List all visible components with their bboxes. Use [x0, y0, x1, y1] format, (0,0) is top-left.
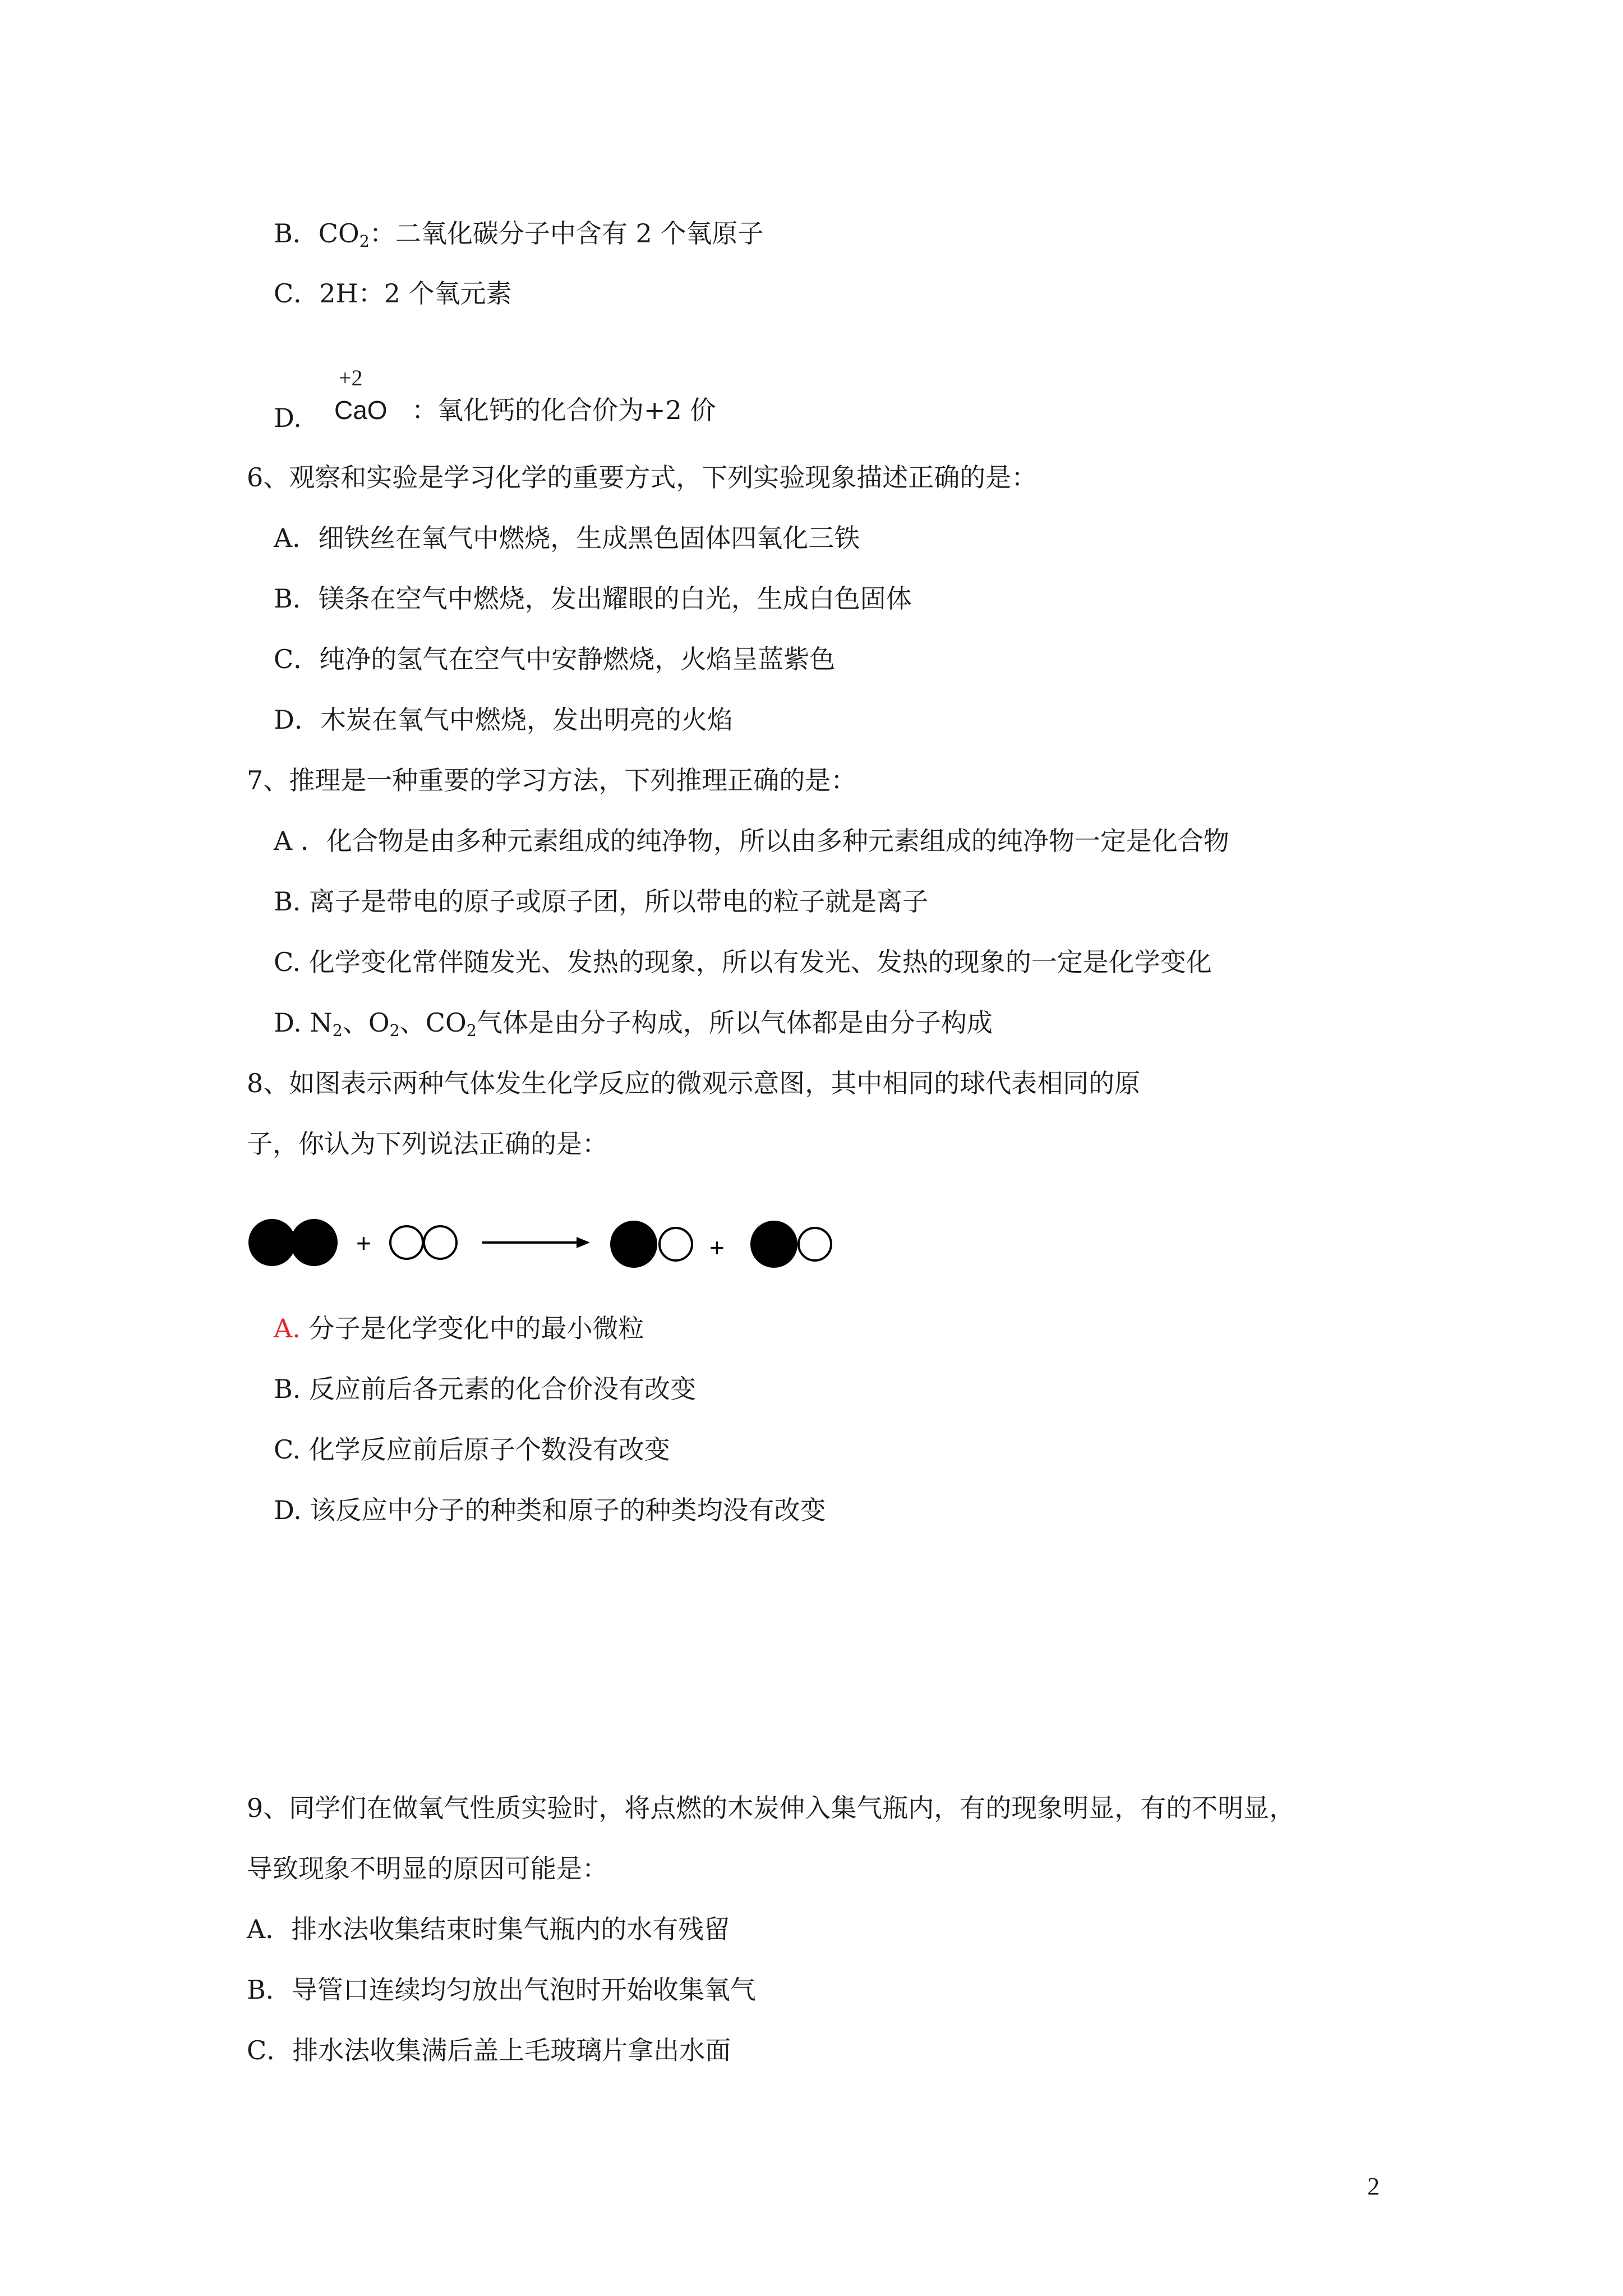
q6-option-a: A．细铁丝在氧气中燃烧，生成黑色固体四氧化三铁	[274, 523, 860, 553]
white-atom	[424, 1226, 457, 1259]
q6-option-b: B．镁条在空气中燃烧，发出耀眼的白光，生成白色固体	[274, 583, 912, 614]
white-atom	[799, 1228, 831, 1260]
page-number: 2	[1367, 2173, 1380, 2200]
black-atom	[611, 1222, 656, 1267]
q8-stem-line1: 8、如图表示两种气体发生化学反应的微观示意图，其中相同的球代表相同的原	[247, 1068, 1141, 1098]
q7-option-b: B. 离子是带电的原子或原子团，所以带电的粒子就是离子	[274, 886, 929, 917]
q8-option-b: B. 反应前后各元素的化合价没有改变	[274, 1374, 697, 1404]
black-atom	[250, 1220, 294, 1265]
q8-option-a: A. 分子是化学变化中的最小微粒	[274, 1313, 644, 1343]
white-atom	[660, 1228, 692, 1260]
cao-formula: CaO	[334, 395, 388, 425]
reactant-molecule-2	[390, 1226, 457, 1259]
product-molecule-2	[751, 1222, 831, 1267]
white-atom	[390, 1226, 423, 1259]
q9-stem-line2: 导致现象不明显的原因可能是：	[247, 1853, 608, 1884]
q8-option-d: D. 该反应中分子的种类和原子的种类均没有改变	[274, 1495, 826, 1525]
valence-charge-label: +2	[339, 365, 363, 390]
plus-sign-1: +	[356, 1228, 371, 1258]
q9-option-b: B．导管口连续均匀放出气泡时开始收集氧气	[247, 1975, 756, 2005]
reaction-arrow	[482, 1237, 590, 1248]
q9-option-a: A．排水法收集结束时集气瓶内的水有残留	[247, 1914, 730, 1944]
q9-stem-line1: 9、同学们在做氧气性质实验时，将点燃的木炭伸入集气瓶内，有的现象明显，有的不明显，	[247, 1793, 1295, 1823]
reactant-molecule-1	[250, 1220, 336, 1265]
q5-option-d-letter: D.	[274, 403, 302, 433]
q7-option-c: C. 化学变化常伴随发光、发热的现象，所以有发光、发热的现象的一定是化学变化	[274, 947, 1212, 977]
black-atom	[751, 1222, 796, 1267]
q7-option-d: D. $N_2$、$O_2$、$CO_2$气体是由分子构成，所以气体都是由分子构成	[274, 1007, 993, 1040]
plus-sign-2: +	[709, 1233, 725, 1262]
q5-option-b: B．$CO_2$：二氧化碳分子中含有 2 个氧原子	[274, 218, 764, 251]
q8-stem-line2: 子，你认为下列说法正确的是：	[247, 1129, 608, 1159]
q5-option-d-text: ：氧化钙的化合价为+2 价	[412, 395, 716, 425]
q8-option-c: C. 化学反应前后原子个数没有改变	[274, 1434, 670, 1465]
q6-stem: 6、观察和实验是学习化学的重要方式，下列实验现象描述正确的是：	[247, 462, 1038, 493]
black-atom	[292, 1220, 336, 1265]
q7-option-a: A ．化合物是由多种元素组成的纯净物，所以由多种元素组成的纯净物一定是化合物	[274, 826, 1229, 856]
product-molecule-1	[611, 1222, 692, 1267]
q7-stem: 7、推理是一种重要的学习方法，下列推理正确的是：	[247, 765, 857, 795]
q6-option-c: C．纯净的氢气在空气中安静燃烧，火焰呈蓝紫色	[274, 644, 836, 674]
q5-option-c: C．2H：2 个氧元素	[274, 278, 512, 309]
q8-option-a-letter: A.	[274, 1313, 301, 1343]
q6-option-d: D．木炭在氧气中燃烧，发出明亮的火焰	[274, 705, 733, 735]
q9-option-c: C．排水法收集满后盖上毛玻璃片拿出水面	[247, 2035, 731, 2065]
reaction-diagram	[247, 1212, 852, 1273]
